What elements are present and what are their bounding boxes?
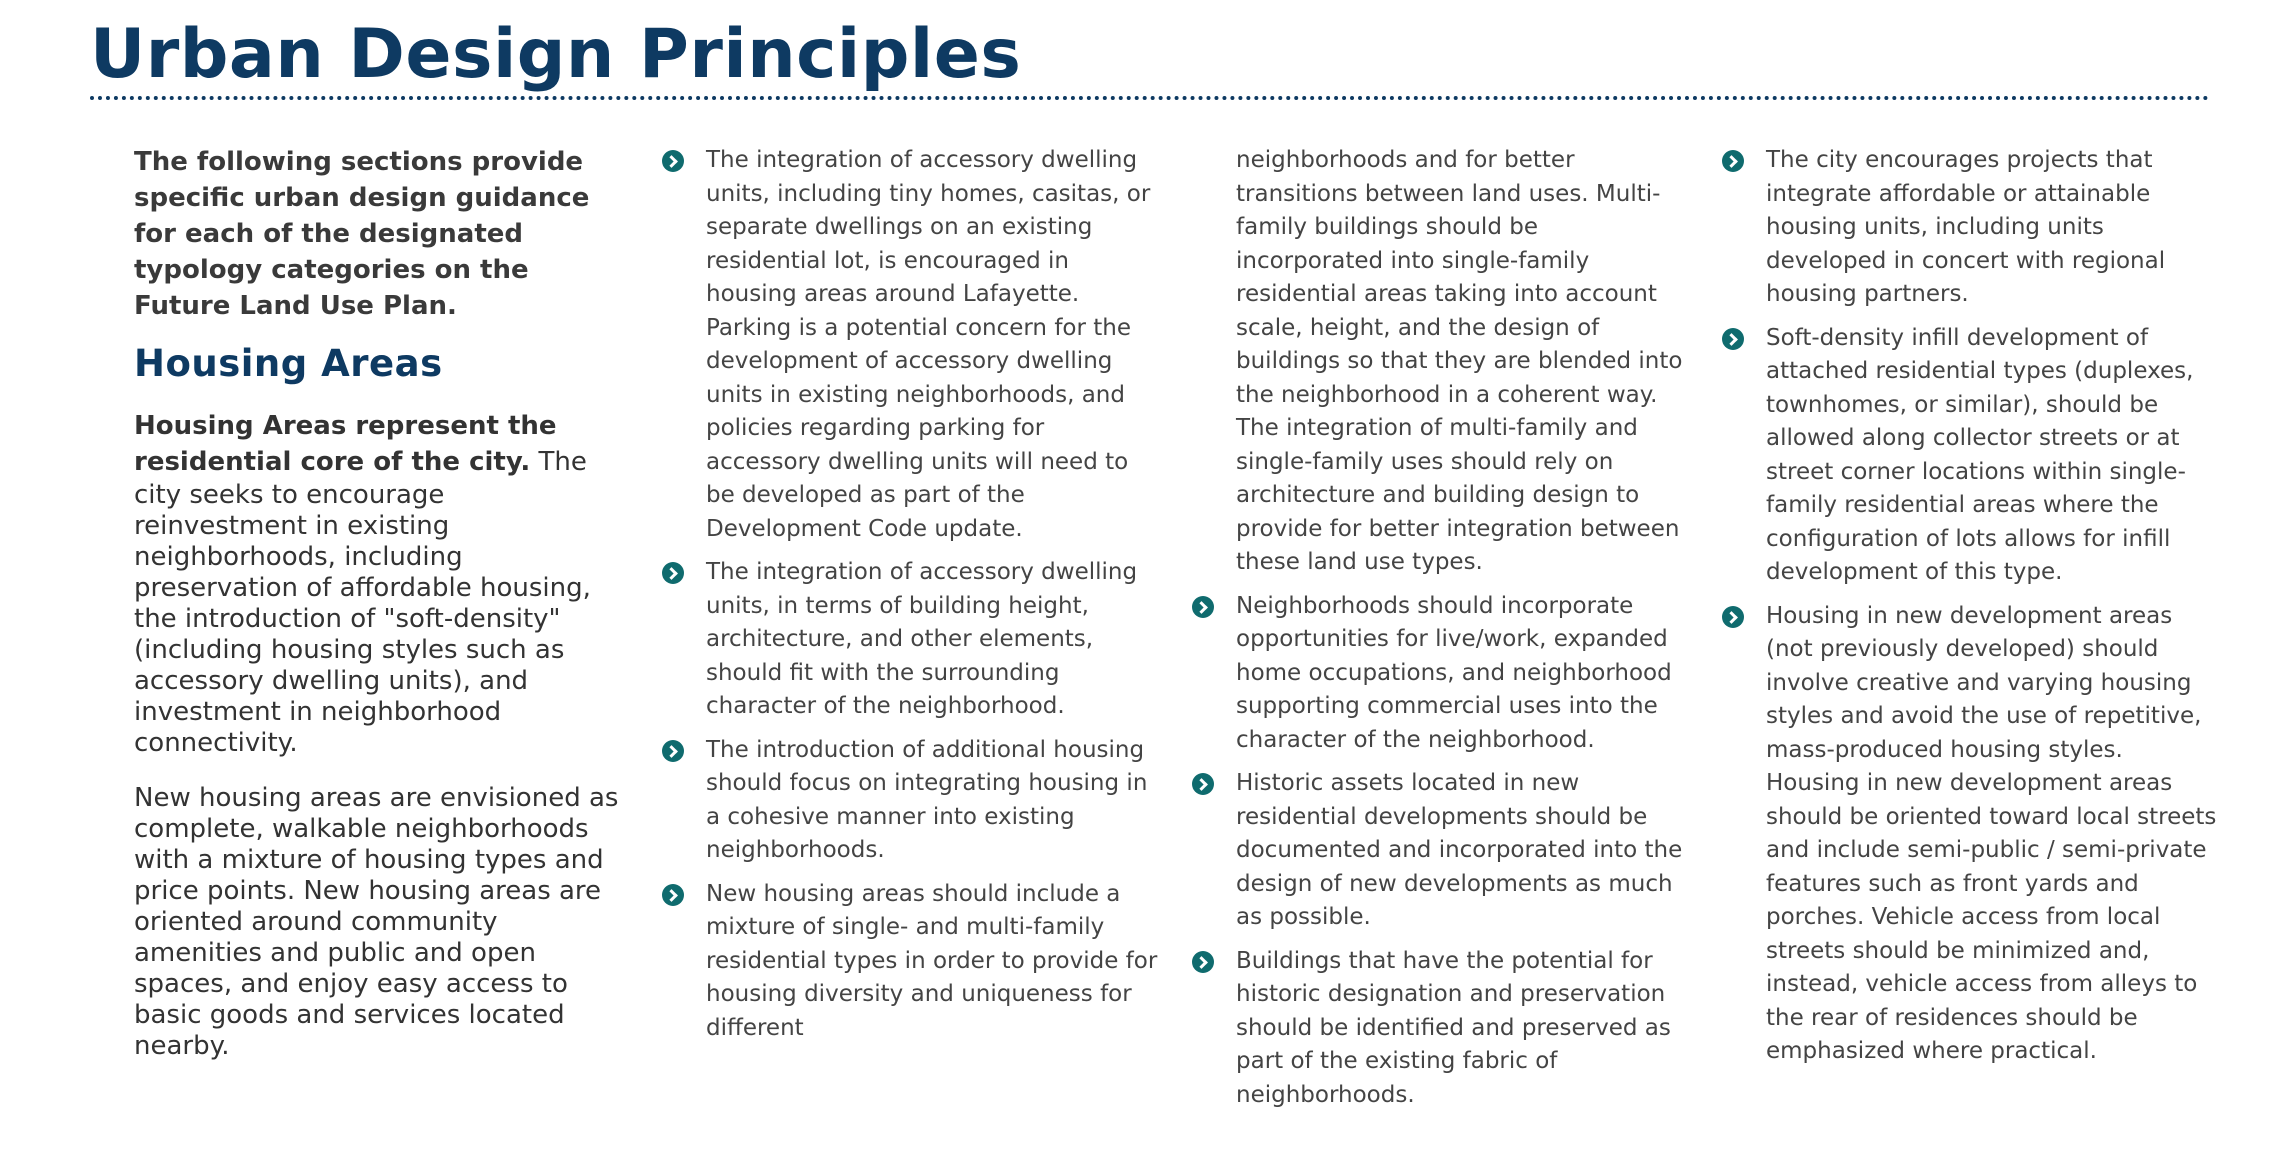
chevron-circle-icon <box>1192 951 1214 973</box>
chevron-circle-icon <box>662 884 684 906</box>
bullet-continuation <box>1192 144 1692 580</box>
intro-paragraph: The following sections provide specific urban design guidance for each of the designated typology categories on the Future Land Use Plan. <box>134 147 590 321</box>
title-divider <box>90 96 2210 100</box>
housing-areas-paragraph <box>134 408 624 759</box>
bullet-item <box>662 734 1162 868</box>
column-intro <box>134 144 624 1086</box>
bullet-list <box>1192 144 1692 1112</box>
column-bullets-3 <box>1722 144 2222 1079</box>
chevron-circle-icon <box>1192 773 1214 795</box>
paragraph-lead: Housing Areas represent the residential core of the city. <box>134 411 557 477</box>
bullet-list <box>662 144 1162 1045</box>
bullet-text: New housing areas should include a mixture of single- and multi-family residential types in order to provide for housing diversity and uniqueness for different <box>706 880 1158 1041</box>
bullet-item <box>662 144 1162 546</box>
bullet-text: The introduction of additional housing should focus on integrating housing in a cohesive manner into existing neighborhoods. <box>706 736 1148 863</box>
bullet-item <box>662 556 1162 724</box>
column-bullets-1 <box>662 144 1162 1055</box>
bullet-text: The integration of accessory dwelling units, in terms of building height, architecture, and other elements, should fit with the surrounding character of the neighborhood. <box>706 559 1138 719</box>
new-housing-paragraph: New housing areas are envisioned as complete, walkable neighborhoods with a mixture of housing types and price points. New housing areas are oriented around community amenities and public and open spaces, and enjoy easy access to basic goods and services located nearby. <box>134 783 619 1061</box>
page-title: Urban Design Principles <box>90 15 1022 94</box>
bullet-text: The city encourages projects that integrate affordable or attainable housing units, including units developed in concert with regional housing partners. <box>1766 147 2166 307</box>
bullet-text: Historic assets located in new residential developments should be documented and incorporated into the design of new developments as much as possible. <box>1236 770 1683 930</box>
bullet-item <box>662 878 1162 1046</box>
chevron-circle-icon <box>1722 328 1744 350</box>
bullet-text: Housing in new development areas (not previously developed) should involve creative and varying housing styles and avoid the use of repetitive, mass-produced housing styles. Housing in new development areas should be oriented toward local streets and include semi-public / semi-private features such as front yards and porches. Vehicle access from local streets should be minimized and, instead, vehicle access from alleys to the rear of residences should be emphasized where practical. <box>1766 602 2217 1064</box>
chevron-circle-icon <box>662 740 684 762</box>
bullet-text: Neighborhoods should incorporate opportunities for live/work, expanded home occupations, and neighborhood supporting commercial uses into the character of the neighborhood. <box>1236 592 1672 753</box>
bullet-item <box>1192 590 1692 758</box>
bullet-text: Soft-density infill development of attached residential types (duplexes, townhomes, or similar), should be allowed along collector streets or at street corner locations within single-family residential areas where the configuration of lots allows for infill development of this type. <box>1766 324 2194 585</box>
bullet-item <box>1722 144 2222 312</box>
bullet-item <box>1192 767 1692 935</box>
chevron-circle-icon <box>1722 606 1744 628</box>
paragraph-body: The city seeks to encourage reinvestment in existing neighborhoods, including preservation of affordable housing, the introduction of "soft-density" (including housing styles such as accessory dwelling units), and investment in neighborhood connectivity. <box>134 447 591 758</box>
chevron-circle-icon <box>1722 150 1744 172</box>
bullet-list <box>1722 144 2222 1069</box>
bullet-item <box>1722 600 2222 1069</box>
chevron-circle-icon <box>1192 596 1214 618</box>
section-heading: Housing Areas <box>134 342 443 385</box>
bullet-item <box>1722 322 2222 590</box>
chevron-circle-icon <box>662 150 684 172</box>
bullet-text: Buildings that have the potential for historic designation and preservation should be identified and preserved as part of the existing fabric of neighborhoods. <box>1236 947 1671 1108</box>
column-bullets-2 <box>1192 144 1692 1122</box>
bullet-text: The integration of accessory dwelling units, including tiny homes, casitas, or separate dwellings on an existing residential lot, is encouraged in housing areas around Lafayette. Parking is a potential concern for the development of accessory dwelling units in existing neighborhoods, and policies regarding parking for accessory dwelling units will need to be developed as part of the Development Code update. <box>706 147 1151 542</box>
chevron-circle-icon <box>662 562 684 584</box>
bullet-text: neighborhoods and for better transitions between land uses. Multi-family buildings should be incorporated into single-family residential areas taking into account scale, height, and the design of buildings so that they are blended into the neighborhood in a coherent way. The integration of multi-family and single-family uses should rely on architecture and building design to provide for better integration between these land use types. <box>1236 147 1683 575</box>
bullet-item <box>1192 945 1692 1113</box>
